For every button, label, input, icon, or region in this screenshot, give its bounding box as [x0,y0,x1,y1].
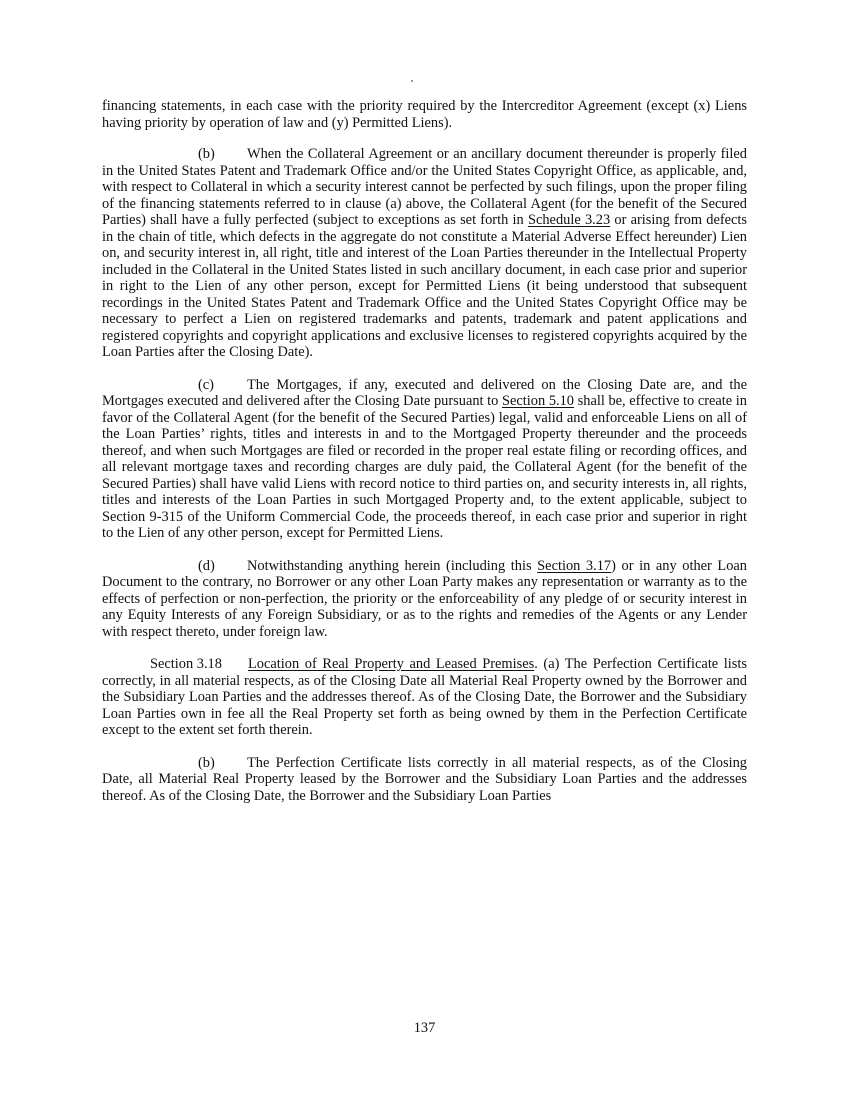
section-title: Location of Real Property and Leased Premises [248,656,535,672]
section-reference: Section 5.10 [502,393,575,409]
paragraph-c-mortgages [102,377,747,542]
paragraph-d-foreign-law [102,558,747,641]
paragraph-continuation [102,98,747,131]
paragraph-b-leased-property [102,755,747,805]
paragraph-text: . (a) The Perfection Certificate lists correctly, in all material respects, as of the Closing Date all Material Real Property owned by the Borrower and the Subsidiary Loan Parties and the addresses thereof. As of the Closing Date, the Borrower and the Subsidiary Loan Parties own in fee all the Real Property set forth as being owned by them in the Perfection Certificate except to the extent set forth therein. [102,656,748,738]
page-number: 137 [413,1020,436,1036]
scan-mark [411,80,413,82]
schedule-reference: Schedule 3.23 [527,212,611,228]
section-number: Section 3.18 [150,656,222,672]
paragraph-text: financing statements, in each case with the priority required by the Intercreditor Agreement (except (x) Liens having priority by operation of law and (y) Permitted Liens). [102,98,747,131]
paragraph-text: ) or in any other Loan Document to the contrary, no Borrower or any other Loan Party makes any representation or warranty as to the effects of perfection or non-perfection, the priority or the enforceability of any pledge of or security interest in any Equity Interests of any Foreign Subsidiary, or as to the rights and remedies of the Agents or any Lender with respect thereto, under foreign law. [102,557,747,640]
section-reference: Section 3.17 [537,557,612,574]
clause-label: (d) [198,557,215,574]
clause-label: (c) [198,376,214,393]
clause-label: (b) [198,754,215,771]
paragraph-text: Notwithstanding anything herein (including this [247,557,538,574]
section-3-18 [102,656,747,739]
paragraph-text: The Mortgages, if any, executed and delivered on the Closing Date are, and the Mortgages executed and delivered after the Closing Date pursuant to [102,376,747,409]
paragraph-text: or arising from defects in the chain of title, which defects in the aggregate do not constitute a Material Adverse Effect hereunder) Lien on, and security interest in, all right, title and interest of the Loan Parties thereunder in the Intellectual Property included in the Collateral in the United States listed in such ancillary document, in each case prior and superior in right to the Lien of any other person, except for Permitted Liens (it being understood that subsequent recordings in the United States Patent and Trademark Office and the United States Copyright Office may be necessary to perfect a Lien on registered trademarks and patents, trademark and patent applications and registered copyrights and copyright applications and exclusive licenses to registered copyrights acquired by the Loan Parties after the Closing Date). [102,212,747,360]
paragraph-b-intellectual-property [102,146,747,361]
paragraph-text: shall be, effective to create in favor of the Collateral Agent (for the benefit of the Secured Parties) legal, valid and enforceable Liens on all of the Loan Parties’ rights, titles and interests in and to the Mortgaged Property thereunder and the proceeds thereof, and when such Mortgages are filed or recorded in the proper real estate filing or recording offices, and all relevant mortgage taxes and recording charges are duly paid, the Collateral Agent (for the benefit of the Secured Parties) shall have valid Liens with record notice to third parties on, and security interests in, all rights, titles and interests of the Loan Parties in such Mortgaged Property and, to the extent applicable, subject to Section 9-315 of the Uniform Commercial Code, the proceeds thereof, in each case prior and superior in right to the Lien of any other person, except for Permitted Liens. [102,393,747,541]
document-body [102,98,747,804]
clause-label: (b) [198,146,215,162]
paragraph-text: The Perfection Certificate lists correctly in all material respects, as of the Closing Date, all Material Real Property leased by the Borrower and the Subsidiary Loan Parties and the addresses thereof. As of the Closing Date, the Borrower and the Subsidiary Loan Parties [102,754,747,804]
paragraph-text: When the Collateral Agreement or an ancillary document thereunder is properly filed in the United States Patent and Trademark Office and/or the United States Copyright Office, as applicable, and, with respect to Collateral in which a security interest cannot be perfected by such filings, upon the proper filing of the financing statements referred to in clause (a) above, the Collateral Agent (for the benefit of the Secured Parties) shall have a fully perfected (subject to exceptions as set forth in [102,146,747,228]
